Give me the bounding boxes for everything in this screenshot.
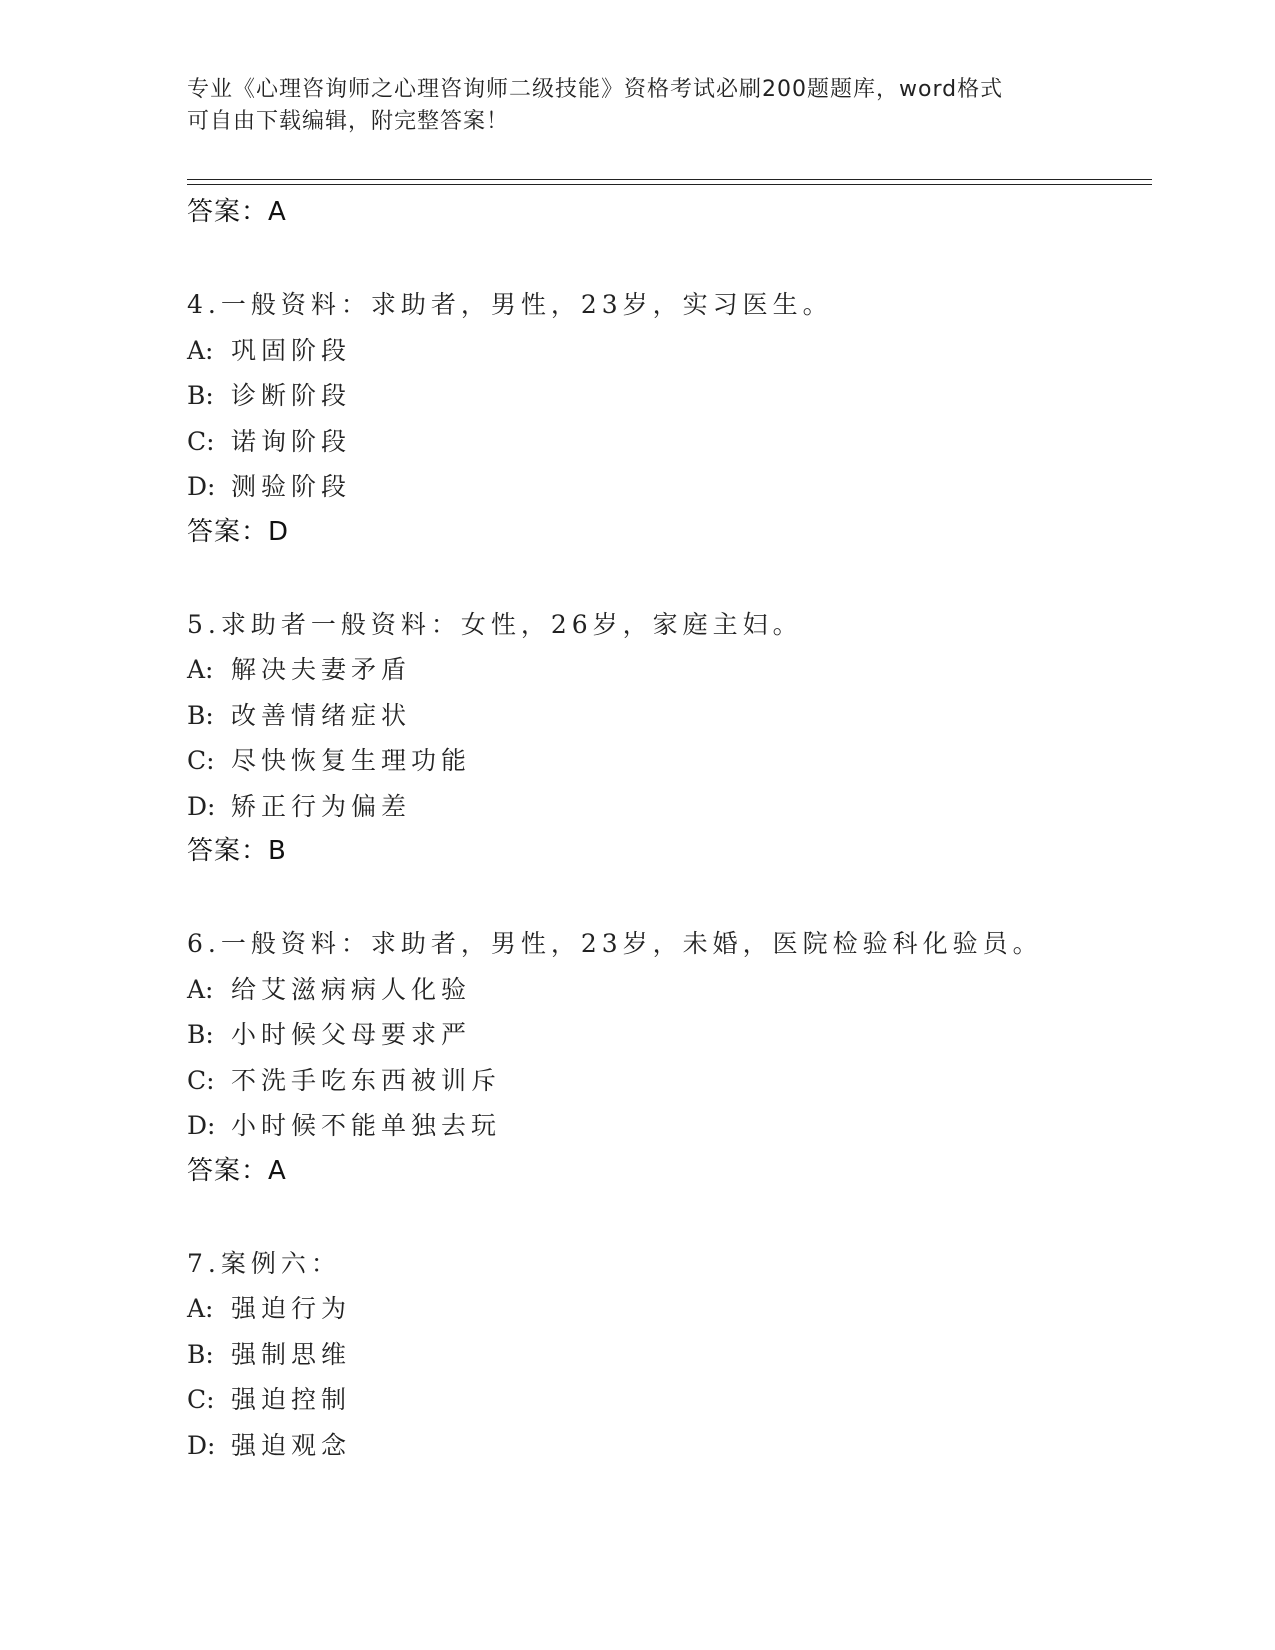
question-block	[187, 1241, 1147, 1469]
answer-option	[187, 1423, 1147, 1469]
option-text: 改善情绪症状	[231, 700, 412, 730]
option-key: B:	[187, 381, 214, 410]
answer-option	[187, 1058, 1147, 1104]
option-text: 解决夫妻矛盾	[231, 655, 412, 684]
answer-option	[187, 1332, 1147, 1378]
option-key: B:	[187, 1020, 214, 1049]
header-line-2: 可自由下载编辑，附完整答案！	[187, 109, 510, 134]
answer-option	[187, 1286, 1147, 1332]
answer-option	[187, 464, 1147, 510]
option-key: D:	[187, 1111, 216, 1140]
option-text: 诺询阶段	[231, 426, 352, 456]
question-list	[187, 190, 1147, 1468]
answer-option	[187, 967, 1147, 1013]
option-key: A:	[187, 974, 214, 1004]
option-text: 不洗手吃东西被训斥	[231, 1065, 502, 1095]
answer-option	[187, 328, 1147, 374]
option-key: A:	[187, 1294, 214, 1323]
option-key: C:	[187, 1065, 215, 1095]
answer-option	[187, 784, 1147, 830]
option-text: 强制思维	[231, 1339, 352, 1369]
answer-option	[187, 693, 1147, 739]
option-text: 强迫观念	[231, 1430, 352, 1460]
option-text: 矫正行为偏差	[231, 791, 412, 821]
question-text: 4.一般资料：求助者，男性，23岁，实习医生。	[187, 290, 833, 319]
option-text: 给艾滋病病人化验	[231, 974, 472, 1004]
option-key: C:	[187, 746, 215, 775]
option-text: 小时候不能单独去玩	[231, 1111, 502, 1140]
option-text: 强迫控制	[231, 1385, 352, 1414]
question-block	[187, 921, 1147, 1194]
question-block	[187, 602, 1147, 875]
option-text: 小时候父母要求严	[231, 1020, 472, 1049]
question-text: 6.一般资料：求助者，男性，23岁，未婚，医院检验科化验员。	[187, 929, 1043, 958]
header-line-1: 专业《心理咨询师之心理咨询师二级技能》资格考试必刷200题题库，word格式	[187, 77, 1004, 102]
option-key: D:	[187, 1430, 216, 1460]
option-text: 诊断阶段	[231, 381, 352, 410]
option-text: 巩固阶段	[231, 335, 352, 365]
answer-option	[187, 738, 1147, 784]
answer-option	[187, 647, 1147, 693]
answer-option	[187, 1103, 1147, 1149]
option-key: B:	[187, 700, 214, 730]
option-key: A:	[187, 335, 214, 365]
option-text: 测验阶段	[231, 472, 352, 501]
answer-option	[187, 1012, 1147, 1058]
answer-line: 答案：D	[187, 516, 290, 547]
document-header	[187, 74, 1077, 138]
question-text: 7.案例六：	[187, 1248, 341, 1278]
questions-container	[187, 282, 1147, 1468]
answer-line: 答案：A	[187, 1155, 287, 1186]
option-key: C:	[187, 426, 215, 456]
option-key: A:	[187, 655, 214, 684]
answer-line: 答案：B	[187, 836, 287, 866]
answer-option	[187, 419, 1147, 465]
answer-line: 答案：A	[187, 197, 287, 227]
question-block	[187, 282, 1147, 555]
option-key: B:	[187, 1339, 214, 1369]
question-text: 5.求助者一般资料：女性，26岁，家庭主妇。	[187, 609, 803, 639]
header-divider-thin	[187, 179, 1152, 180]
option-text: 尽快恢复生理功能	[231, 746, 472, 775]
option-key: D:	[187, 472, 216, 501]
option-text: 强迫行为	[231, 1294, 352, 1323]
header-divider-thick	[187, 184, 1152, 185]
answer-option	[187, 1377, 1147, 1423]
option-key: D:	[187, 791, 216, 821]
option-key: C:	[187, 1385, 215, 1414]
answer-option	[187, 373, 1147, 419]
